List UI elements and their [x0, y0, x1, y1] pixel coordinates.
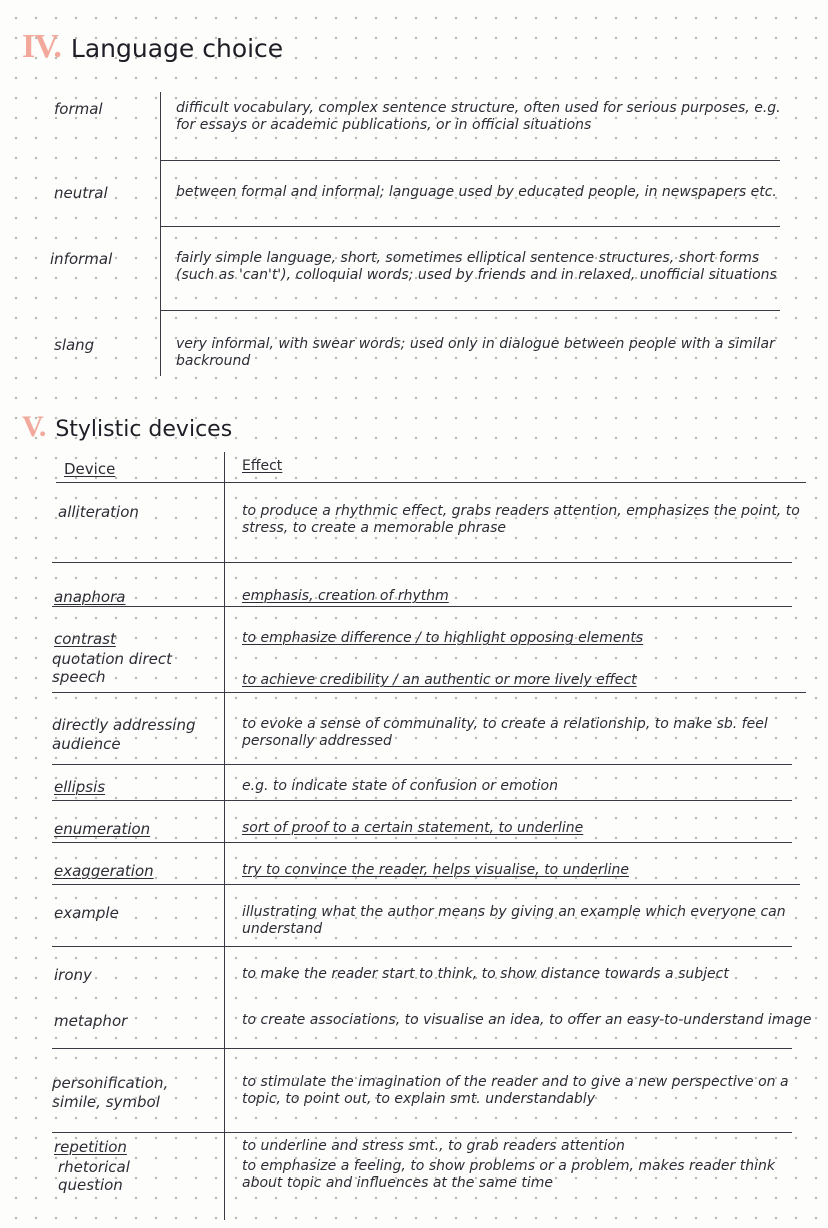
header-separator — [56, 482, 806, 483]
device-term: exaggeration — [54, 862, 154, 880]
section-iv-numeral: IV. — [22, 28, 61, 65]
device-effect: to achieve credibility / an authentic or more lively effect — [242, 672, 637, 688]
language-term: slang — [54, 336, 95, 354]
device-term: metaphor — [54, 1012, 128, 1030]
column-header-device: Device — [64, 460, 116, 478]
device-effect: try to convince the reader, helps visualise, to underline — [242, 862, 629, 878]
row-separator — [52, 1048, 792, 1049]
device-term: rhetorical question — [58, 1158, 130, 1194]
device-effect: sort of proof to a certain statement, to underline — [242, 820, 584, 836]
row-separator — [160, 310, 780, 311]
section-v-numeral: V. — [22, 410, 46, 443]
row-separator — [160, 160, 780, 161]
column-header-effect: Effect — [242, 458, 283, 474]
device-effect: to emphasize a feeling, to show problems or a problem, makes reader think about topic and influences at the same time — [242, 1158, 775, 1191]
row-separator — [52, 1132, 792, 1133]
device-effect: to create associations, to visualise an idea, to offer an easy-to-understand image — [242, 1012, 812, 1028]
device-effect: emphasis, creation of rhythm — [242, 588, 449, 604]
row-separator — [52, 884, 800, 885]
device-effect: to emphasize difference / to highlight opposing elements — [242, 630, 644, 646]
row-separator — [52, 764, 792, 765]
device-term: alliteration — [58, 503, 139, 521]
device-term: anaphora — [54, 588, 126, 606]
section-iv-title: Language choice — [70, 34, 284, 63]
section-v-title: Stylistic devices — [55, 417, 233, 442]
section-v-heading — [22, 410, 232, 444]
row-separator — [52, 800, 792, 801]
device-term: directly addressing audience — [52, 716, 196, 753]
device-term: irony — [54, 966, 92, 984]
device-term: repetition — [54, 1138, 127, 1156]
row-separator — [52, 692, 806, 693]
language-term: informal — [50, 250, 113, 268]
language-table-divider — [160, 92, 161, 376]
language-term: formal — [54, 100, 103, 118]
device-effect: to stimulate the imagination of the reader and to give a new perspective on a topic, to point out, to explain smt. understandably — [242, 1074, 789, 1107]
row-separator — [52, 606, 792, 607]
device-term: ellipsis — [54, 778, 106, 796]
devices-table-divider — [224, 452, 225, 1220]
device-term: personification, simile, symbol — [52, 1074, 169, 1111]
device-effect: to evoke a sense of communality, to create a relationship, to make sb. feel personally addressed — [242, 716, 768, 749]
device-effect: to make the reader start to think, to show distance towards a subject — [242, 966, 729, 982]
device-effect: to produce a rhythmic effect, grabs readers attention, emphasizes the point, to stress, to create a memorable phrase — [242, 503, 800, 536]
row-separator — [52, 946, 792, 947]
language-description: fairly simple language, short, sometimes elliptical sentence structures, short forms (such as 'can't'), colloquial words; used by friends and in relaxed, unofficial situations — [176, 250, 777, 283]
device-effect: illustrating what the author means by giving an example which everyone can understand — [242, 904, 786, 937]
language-description: difficult vocabulary, complex sentence structure, often used for serious purposes, e.g. for essays or academic publications, or in official situations — [176, 100, 781, 133]
section-iv-heading — [22, 28, 283, 66]
language-term: neutral — [54, 184, 108, 202]
device-effect: e.g. to indicate state of confusion or emotion — [242, 778, 558, 794]
language-description: between formal and informal; language used by educated people, in newspapers etc. — [176, 184, 777, 200]
row-separator — [52, 562, 792, 563]
row-separator — [52, 842, 792, 843]
row-separator — [160, 226, 780, 227]
device-term: enumeration — [54, 820, 151, 838]
device-term: contrast — [54, 630, 116, 648]
language-description: very informal, with swear words; used only in dialogue between people with a similar backround — [176, 336, 775, 369]
device-effect: to underline and stress smt., to grab readers attention — [242, 1138, 625, 1154]
device-term: example — [54, 904, 119, 922]
device-term: quotation direct speech — [52, 650, 172, 686]
